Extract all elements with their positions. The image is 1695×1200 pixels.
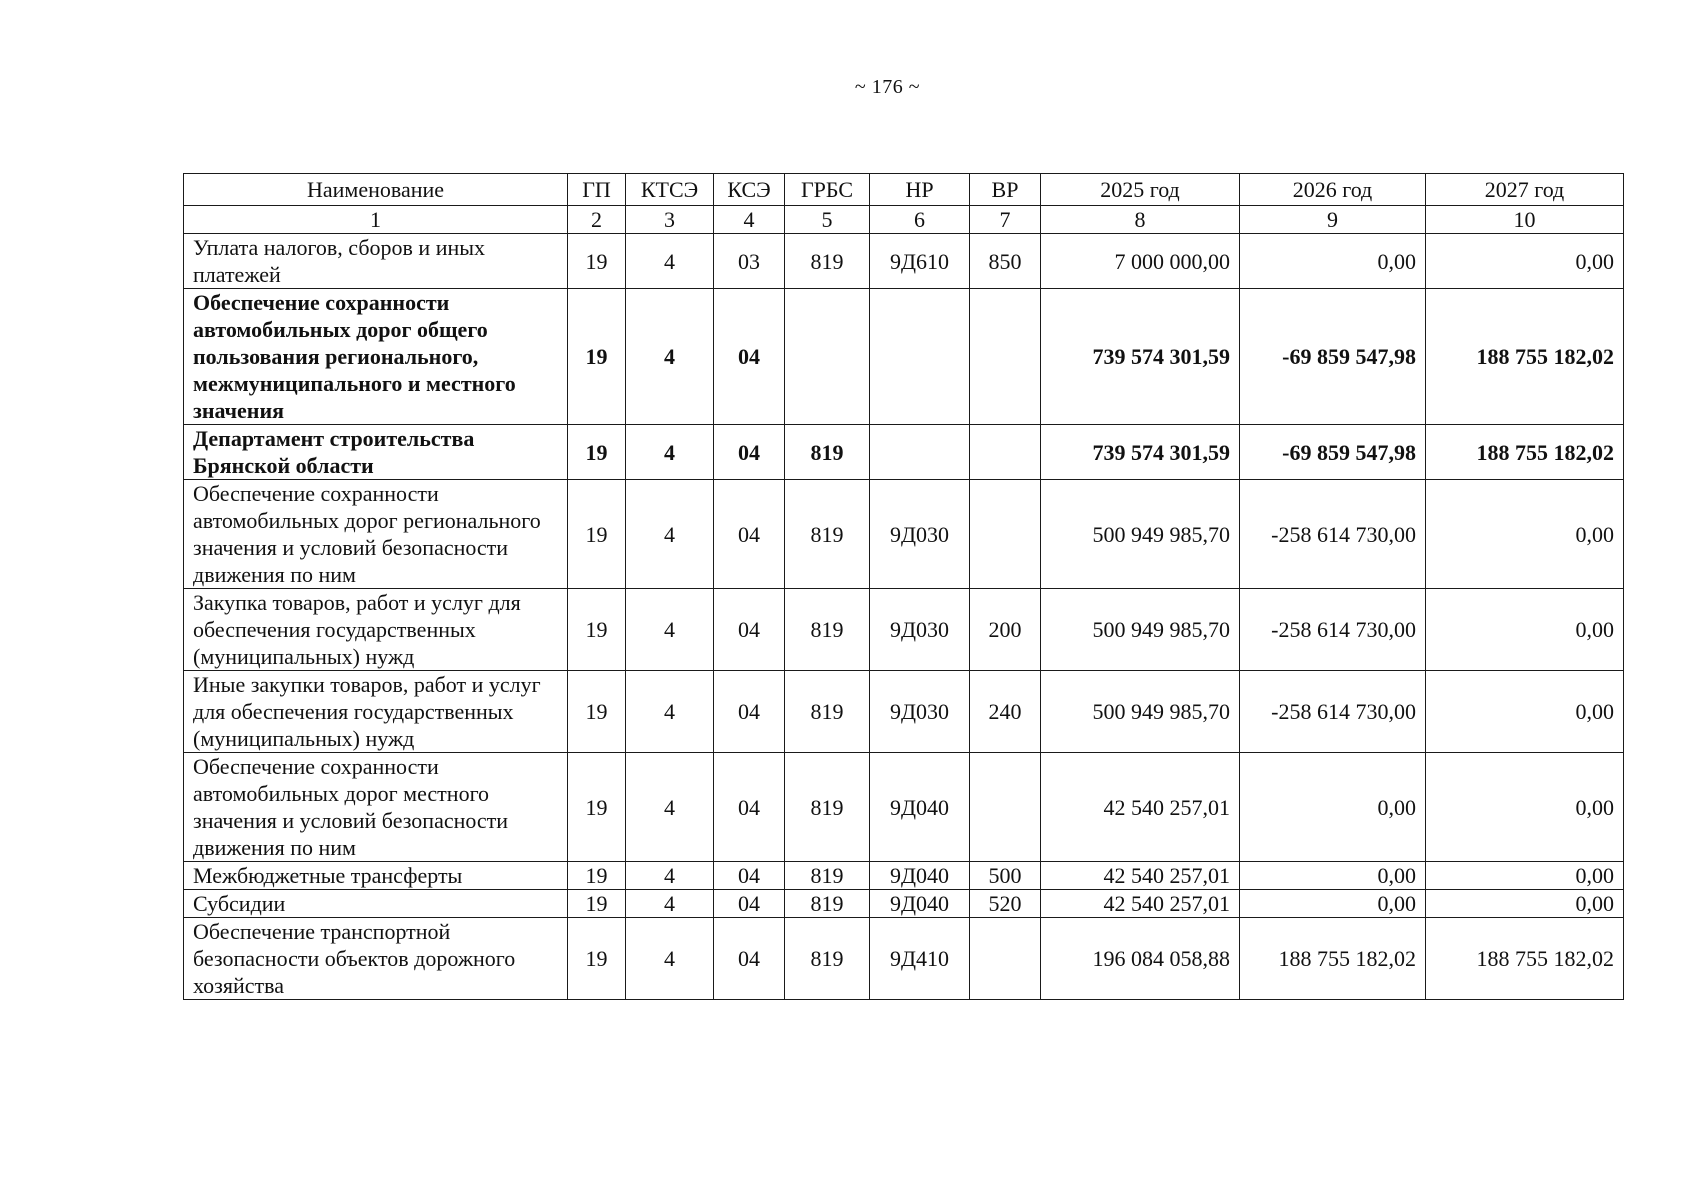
row-grbs-cell: 819 (785, 753, 870, 862)
header-cell: КТСЭ (626, 174, 714, 206)
column-number: 1 (184, 206, 568, 234)
row-ktse-cell: 4 (626, 753, 714, 862)
row-amount-2027-cell: 0,00 (1426, 753, 1624, 862)
row-kse-cell: 04 (714, 753, 785, 862)
row-grbs-cell: 819 (785, 480, 870, 589)
row-vr-cell (970, 289, 1041, 425)
row-amount-2025-cell: 500 949 985,70 (1041, 589, 1240, 671)
header-cell: 2027 год (1426, 174, 1624, 206)
column-number: 9 (1240, 206, 1426, 234)
row-amount-2025-cell: 500 949 985,70 (1041, 671, 1240, 753)
row-nr-cell: 9Д030 (870, 480, 970, 589)
row-ktse-cell: 4 (626, 918, 714, 1000)
table-row (184, 671, 1624, 753)
row-grbs-cell: 819 (785, 425, 870, 480)
row-grbs-cell: 819 (785, 671, 870, 753)
header-cell: Наименование (184, 174, 568, 206)
row-amount-2026-cell: -69 859 547,98 (1240, 425, 1426, 480)
header-row (184, 174, 1624, 206)
row-ktse-cell: 4 (626, 234, 714, 289)
column-number: 10 (1426, 206, 1624, 234)
header-cell: 2025 год (1041, 174, 1240, 206)
row-gp-cell: 19 (568, 425, 626, 480)
table-row (184, 289, 1624, 425)
row-amount-2026-cell: 0,00 (1240, 234, 1426, 289)
row-amount-2026-cell: -258 614 730,00 (1240, 480, 1426, 589)
row-amount-2026-cell: 0,00 (1240, 753, 1426, 862)
row-kse-cell: 03 (714, 234, 785, 289)
header-cell: ГРБС (785, 174, 870, 206)
row-nr-cell: 9Д040 (870, 890, 970, 918)
row-kse-cell: 04 (714, 480, 785, 589)
row-vr-cell: 200 (970, 589, 1041, 671)
row-nr-cell: 9Д030 (870, 589, 970, 671)
budget-table (183, 173, 1624, 1000)
row-nr-cell: 9Д030 (870, 671, 970, 753)
row-vr-cell (970, 425, 1041, 480)
table-row (184, 234, 1624, 289)
row-vr-cell (970, 918, 1041, 1000)
header-cell: ВР (970, 174, 1041, 206)
row-vr-cell: 850 (970, 234, 1041, 289)
row-amount-2025-cell: 7 000 000,00 (1041, 234, 1240, 289)
header-cell: НР (870, 174, 970, 206)
row-amount-2025-cell: 42 540 257,01 (1041, 890, 1240, 918)
row-grbs-cell: 819 (785, 589, 870, 671)
row-gp-cell: 19 (568, 890, 626, 918)
row-vr-cell: 500 (970, 862, 1041, 890)
row-amount-2027-cell: 0,00 (1426, 234, 1624, 289)
row-name-cell: Обеспечение сохранности автомобильных дорог общего пользования регионального, межмуниципального и местного значения (184, 289, 568, 425)
row-grbs-cell: 819 (785, 918, 870, 1000)
row-grbs-cell (785, 289, 870, 425)
row-name-cell: Иные закупки товаров, работ и услуг для обеспечения государственных (муниципальных) нужд (184, 671, 568, 753)
row-gp-cell: 19 (568, 289, 626, 425)
table-row (184, 862, 1624, 890)
column-number: 6 (870, 206, 970, 234)
row-ktse-cell: 4 (626, 589, 714, 671)
row-name-cell: Обеспечение транспортной безопасности объектов дорожного хозяйства (184, 918, 568, 1000)
row-nr-cell: 9Д410 (870, 918, 970, 1000)
row-name-cell: Межбюджетные трансферты (184, 862, 568, 890)
page-number: ~ 176 ~ (854, 76, 921, 98)
row-nr-cell: 9Д040 (870, 753, 970, 862)
row-grbs-cell: 819 (785, 234, 870, 289)
row-amount-2025-cell: 42 540 257,01 (1041, 862, 1240, 890)
table-row (184, 425, 1624, 480)
header-cell: КСЭ (714, 174, 785, 206)
row-amount-2025-cell: 500 949 985,70 (1041, 480, 1240, 589)
row-vr-cell (970, 753, 1041, 862)
header-cell: ГП (568, 174, 626, 206)
row-nr-cell: 9Д610 (870, 234, 970, 289)
row-amount-2026-cell: -258 614 730,00 (1240, 589, 1426, 671)
column-number: 7 (970, 206, 1041, 234)
row-ktse-cell: 4 (626, 890, 714, 918)
header-cell: 2026 год (1240, 174, 1426, 206)
column-number: 2 (568, 206, 626, 234)
row-amount-2026-cell: 188 755 182,02 (1240, 918, 1426, 1000)
row-ktse-cell: 4 (626, 862, 714, 890)
row-vr-cell: 240 (970, 671, 1041, 753)
row-vr-cell (970, 480, 1041, 589)
row-gp-cell: 19 (568, 862, 626, 890)
row-gp-cell: 19 (568, 671, 626, 753)
row-ktse-cell: 4 (626, 425, 714, 480)
table-row (184, 890, 1624, 918)
row-amount-2027-cell: 188 755 182,02 (1426, 918, 1624, 1000)
table-row (184, 753, 1624, 862)
row-kse-cell: 04 (714, 862, 785, 890)
row-gp-cell: 19 (568, 480, 626, 589)
row-amount-2027-cell: 188 755 182,02 (1426, 425, 1624, 480)
row-gp-cell: 19 (568, 753, 626, 862)
row-ktse-cell: 4 (626, 480, 714, 589)
row-nr-cell (870, 425, 970, 480)
row-name-cell: Департамент строительства Брянской области (184, 425, 568, 480)
row-kse-cell: 04 (714, 671, 785, 753)
column-number: 4 (714, 206, 785, 234)
row-nr-cell (870, 289, 970, 425)
row-gp-cell: 19 (568, 234, 626, 289)
row-gp-cell: 19 (568, 918, 626, 1000)
row-amount-2027-cell: 0,00 (1426, 671, 1624, 753)
row-amount-2026-cell: 0,00 (1240, 890, 1426, 918)
row-kse-cell: 04 (714, 890, 785, 918)
table-body (184, 234, 1624, 1000)
row-kse-cell: 04 (714, 918, 785, 1000)
row-name-cell: Обеспечение сохранности автомобильных дорог регионального значения и условий безопасности движения по ним (184, 480, 568, 589)
row-amount-2026-cell: 0,00 (1240, 862, 1426, 890)
row-amount-2027-cell: 0,00 (1426, 890, 1624, 918)
row-kse-cell: 04 (714, 289, 785, 425)
column-number: 3 (626, 206, 714, 234)
row-amount-2025-cell: 739 574 301,59 (1041, 289, 1240, 425)
column-number-row (184, 206, 1624, 234)
row-name-cell: Закупка товаров, работ и услуг для обеспечения государственных (муниципальных) нужд (184, 589, 568, 671)
row-name-cell: Уплата налогов, сборов и иных платежей (184, 234, 568, 289)
row-amount-2027-cell: 0,00 (1426, 589, 1624, 671)
row-grbs-cell: 819 (785, 890, 870, 918)
row-amount-2027-cell: 188 755 182,02 (1426, 289, 1624, 425)
row-ktse-cell: 4 (626, 289, 714, 425)
row-amount-2027-cell: 0,00 (1426, 480, 1624, 589)
row-amount-2026-cell: -258 614 730,00 (1240, 671, 1426, 753)
row-kse-cell: 04 (714, 589, 785, 671)
row-amount-2025-cell: 739 574 301,59 (1041, 425, 1240, 480)
row-name-cell: Субсидии (184, 890, 568, 918)
row-amount-2027-cell: 0,00 (1426, 862, 1624, 890)
column-number: 5 (785, 206, 870, 234)
row-kse-cell: 04 (714, 425, 785, 480)
row-grbs-cell: 819 (785, 862, 870, 890)
row-amount-2025-cell: 42 540 257,01 (1041, 753, 1240, 862)
column-number: 8 (1041, 206, 1240, 234)
row-nr-cell: 9Д040 (870, 862, 970, 890)
row-amount-2025-cell: 196 084 058,88 (1041, 918, 1240, 1000)
table-row (184, 589, 1624, 671)
row-amount-2026-cell: -69 859 547,98 (1240, 289, 1426, 425)
row-ktse-cell: 4 (626, 671, 714, 753)
row-name-cell: Обеспечение сохранности автомобильных дорог местного значения и условий безопасности движения по ним (184, 753, 568, 862)
row-vr-cell: 520 (970, 890, 1041, 918)
table-row (184, 918, 1624, 1000)
table-row (184, 480, 1624, 589)
row-gp-cell: 19 (568, 589, 626, 671)
